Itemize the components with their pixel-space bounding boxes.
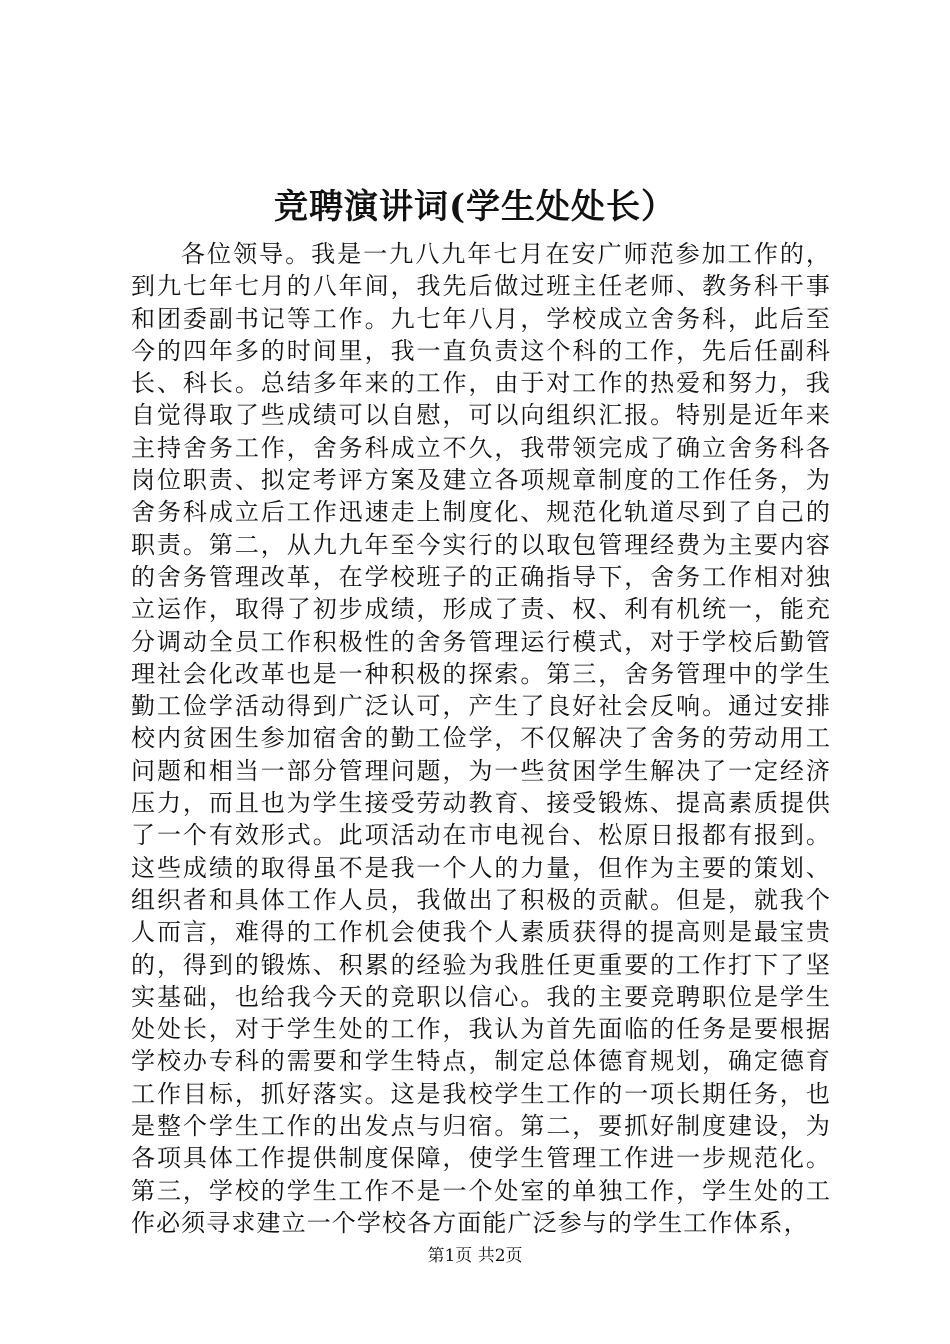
body-paragraph: 各位领导。我是一九八九年七月在安广师范参加工作的，到九七年七月的八年间，我先后做过班主任老师、教务科干事和团委副书记等工作。九七年八月，学校成立舍务科，此后至今的四年多的时间里，我一直负责这个科的工作，先后任副科长、科长。总结多年来的工作，由于对工作的热爱和努力，我自觉得取了些成绩可以自慰，可以向组织汇报。特别是近年来主持舍务工作，舍务科成立不久，我带领完成了确立舍务科各岗位职责、拟定考评方案及建立各项规章制度的工作任务，为舍务科成立后工作迅速走上制度化、规范化轨道尽到了自己的职责。第二，从九九年至今实行的以取包管理经费为主要内容的舍务管理改革，在学校班子的正确指导下，舍务工作相对独立运作，取得了初步成绩，形成了责、权、利有机统一，能充分调动全员工作积极性的舍务管理运行模式，对于学校后勤管理社会化改革也是一种积极的探索。第三，舍务管理中的学生勤工俭学活动得到广泛认可，产生了良好社会反响。通过安排校内贫困生参加宿舍的勤工俭学，不仅解决了舍务的劳动用工问题和相当一部分管理问题，为一些贫困学生解决了一定经济压力，而且也为学生接受劳动教育、接受锻炼、提高素质提供了一个有效形式。此项活动在市电视台、松原日报都有报到。这些成绩的取得虽不是我一个人的力量，但作为主要的策划、组织者和具体工作人员，我做出了积极的贡献。但是，就我个人而言，难得的工作机会使我个人素质获得的提高则是最宝贵的，得到的锻炼、积累的经验为我胜任更重要的工作打下了坚实基础，也给我今天的竞职以信心。我的主要竞聘职位是学生处处长，对于学生处的工作，我认为首先面临的任务是要根据学校办专科的需要和学生特点，制定总体德育规划，确定德育工作目标，抓好落实。这是我校学生工作的一项长期任务，也是整个学生工作的出发点与归宿。第二，要抓好制度建设，为各项具体工作提供制度保障，使学生管理工作进一步规范化。第三，学校的学生工作不是一个处室的单独工作，学生处的工作必须寻求建立一个学校各方面能广泛参与的学生工作体系， <box>131 240 831 1237</box>
page-title: 竞聘演讲词(学生处处长） <box>273 187 677 227</box>
page-number: 第1页 共2页 <box>427 1246 523 1266</box>
